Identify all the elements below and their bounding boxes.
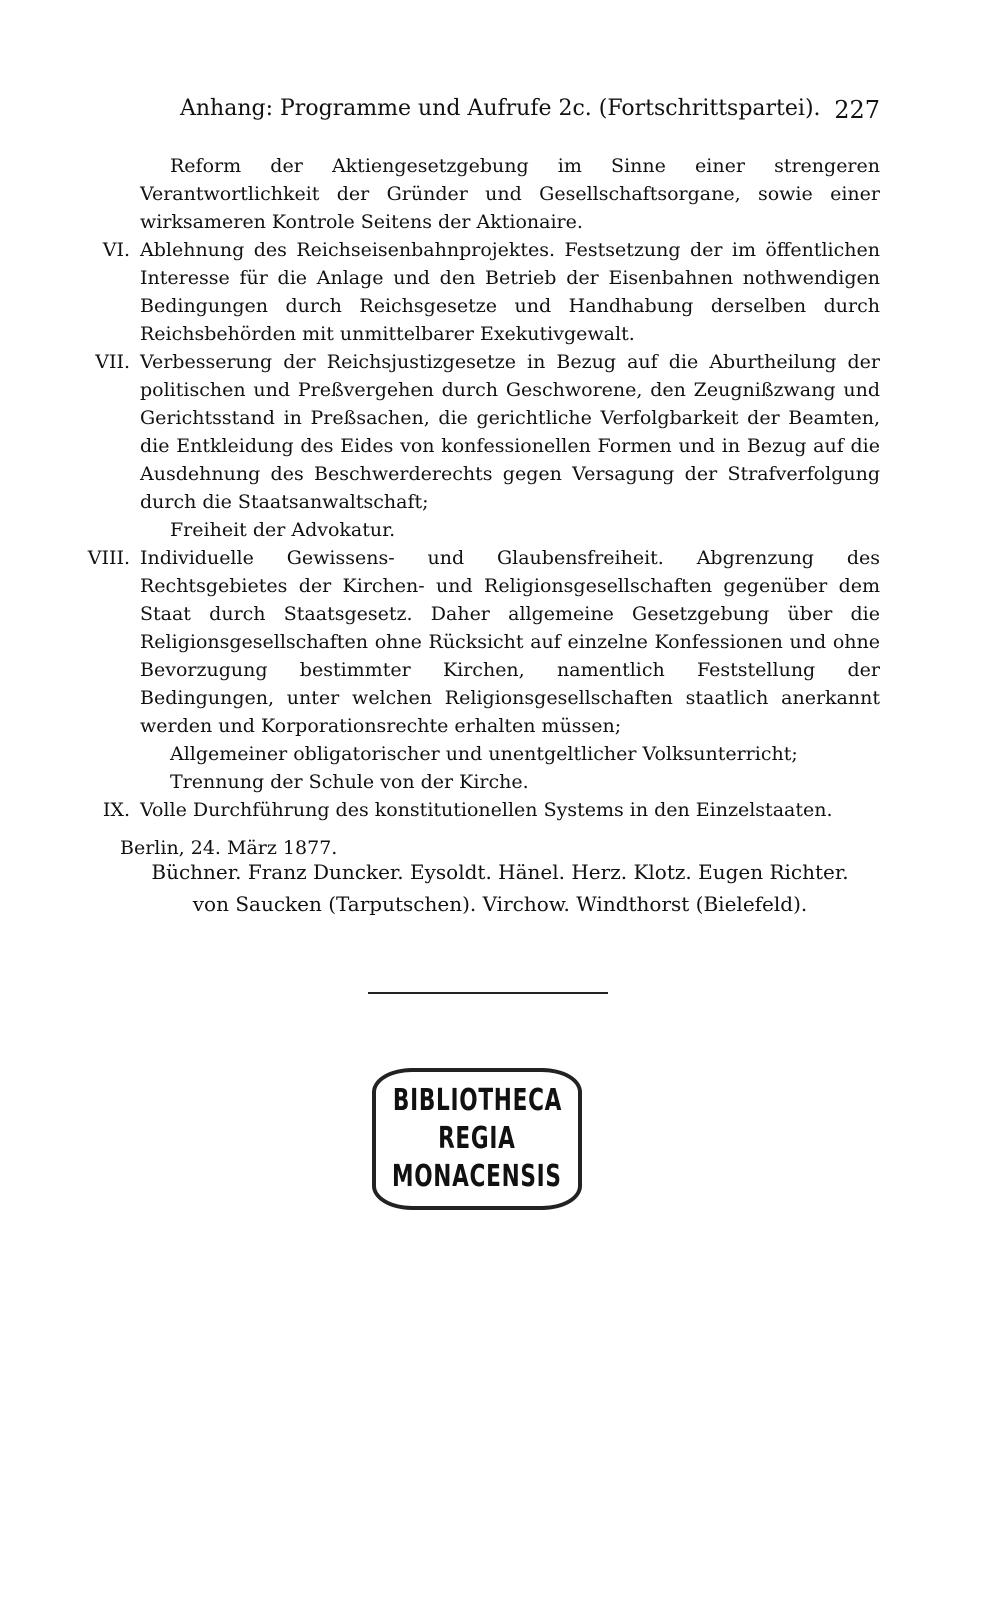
item-text: Individuelle Gewissens- und Glaubensfreiheit. Abgrenzung des Rechtsgebietes der Kirchen- und Religionsgesellschaften gegenüber dem Staat durch Staatsgesetz. Daher allgemeine Gesetzgebung über die Religionsgesellschaften ohne Rücksicht auf einzelne Konfessionen und ohne Bevorzugung bestimmter Kirchen, namentlich Feststellung der Bedingungen, unter welchen Religionsgesellschaften staatlich anerkannt werden und Korporationsrechte erhalten müssen;	[140, 547, 880, 737]
sub-clause: Freiheit der Advokatur.	[170, 519, 396, 541]
stamp-line: BIBLIOTHECA	[392, 1083, 562, 1118]
sub-clause: Trennung der Schule von der Kirche.	[170, 771, 529, 793]
item-number: IX.	[102, 799, 130, 821]
signature-line: Büchner. Franz Duncker. Eysoldt. Hänel. Herz. Klotz. Eugen Richter.	[151, 860, 849, 884]
item-text: Ablehnung des Reichseisenbahnprojektes. Festsetzung der im öffentlichen Interesse für die Anlage und den Betrieb der Eisenbahnen nothwendigen Bedingungen durch Reichsgesetze und Handhabung derselben durch Reichsbehörden mit unmittelbarer Exekutivgewalt.	[140, 239, 880, 345]
list-item-vi	[102, 236, 880, 348]
list-item-ix	[102, 796, 880, 824]
list-item-vii	[95, 348, 880, 544]
signature-line: von Saucken (Tarputschen). Virchow. Windthorst (Bielefeld).	[192, 892, 808, 916]
stamp-line: MONACENSIS	[392, 1159, 562, 1194]
body-text	[87, 152, 880, 881]
running-head: Anhang: Programme und Aufrufe 2c. (Fortschrittspartei).	[180, 96, 821, 121]
list-item-viii	[87, 544, 880, 796]
item-text: Verbesserung der Reichsjustizgesetze in Bezug auf die Aburtheilung der politischen und Preßvergehen durch Geschworene, den Zeugnißzwang und Gerichtsstand in Preßsachen, die gerichtliche Verfolgbarkeit der Beamten, die Entkleidung des Eides von konfessionellen Formen und in Bezug auf die Ausdehnung des Beschwerderechts gegen Versagung der Strafverfolgung durch die Staatsanwaltschaft;	[140, 351, 880, 513]
item-number: VI.	[102, 239, 130, 261]
date-line: Berlin, 24. März 1877.	[120, 837, 338, 859]
divider-rule	[368, 992, 608, 994]
item-text: Volle Durchführung des konstitutionellen Systems in den Einzelstaaten.	[140, 799, 833, 821]
page-header	[180, 96, 880, 132]
stamp-line: REGIA	[438, 1121, 516, 1156]
intro-paragraph: Reform der Aktiengesetzgebung im Sinne einer strengeren Verantwortlichkeit der Gründer und Gesellschaftsorgane, sowie einer wirksameren Kontrole Seitens der Aktionaire.	[140, 155, 880, 233]
signatures	[70, 856, 930, 920]
item-number: VII.	[95, 351, 130, 373]
library-stamp	[372, 1068, 582, 1210]
item-number: VIII.	[87, 547, 130, 569]
page-number: 227	[834, 96, 880, 124]
sub-clause: Allgemeiner obligatorischer und unentgeltlicher Volksunterricht;	[170, 743, 798, 765]
